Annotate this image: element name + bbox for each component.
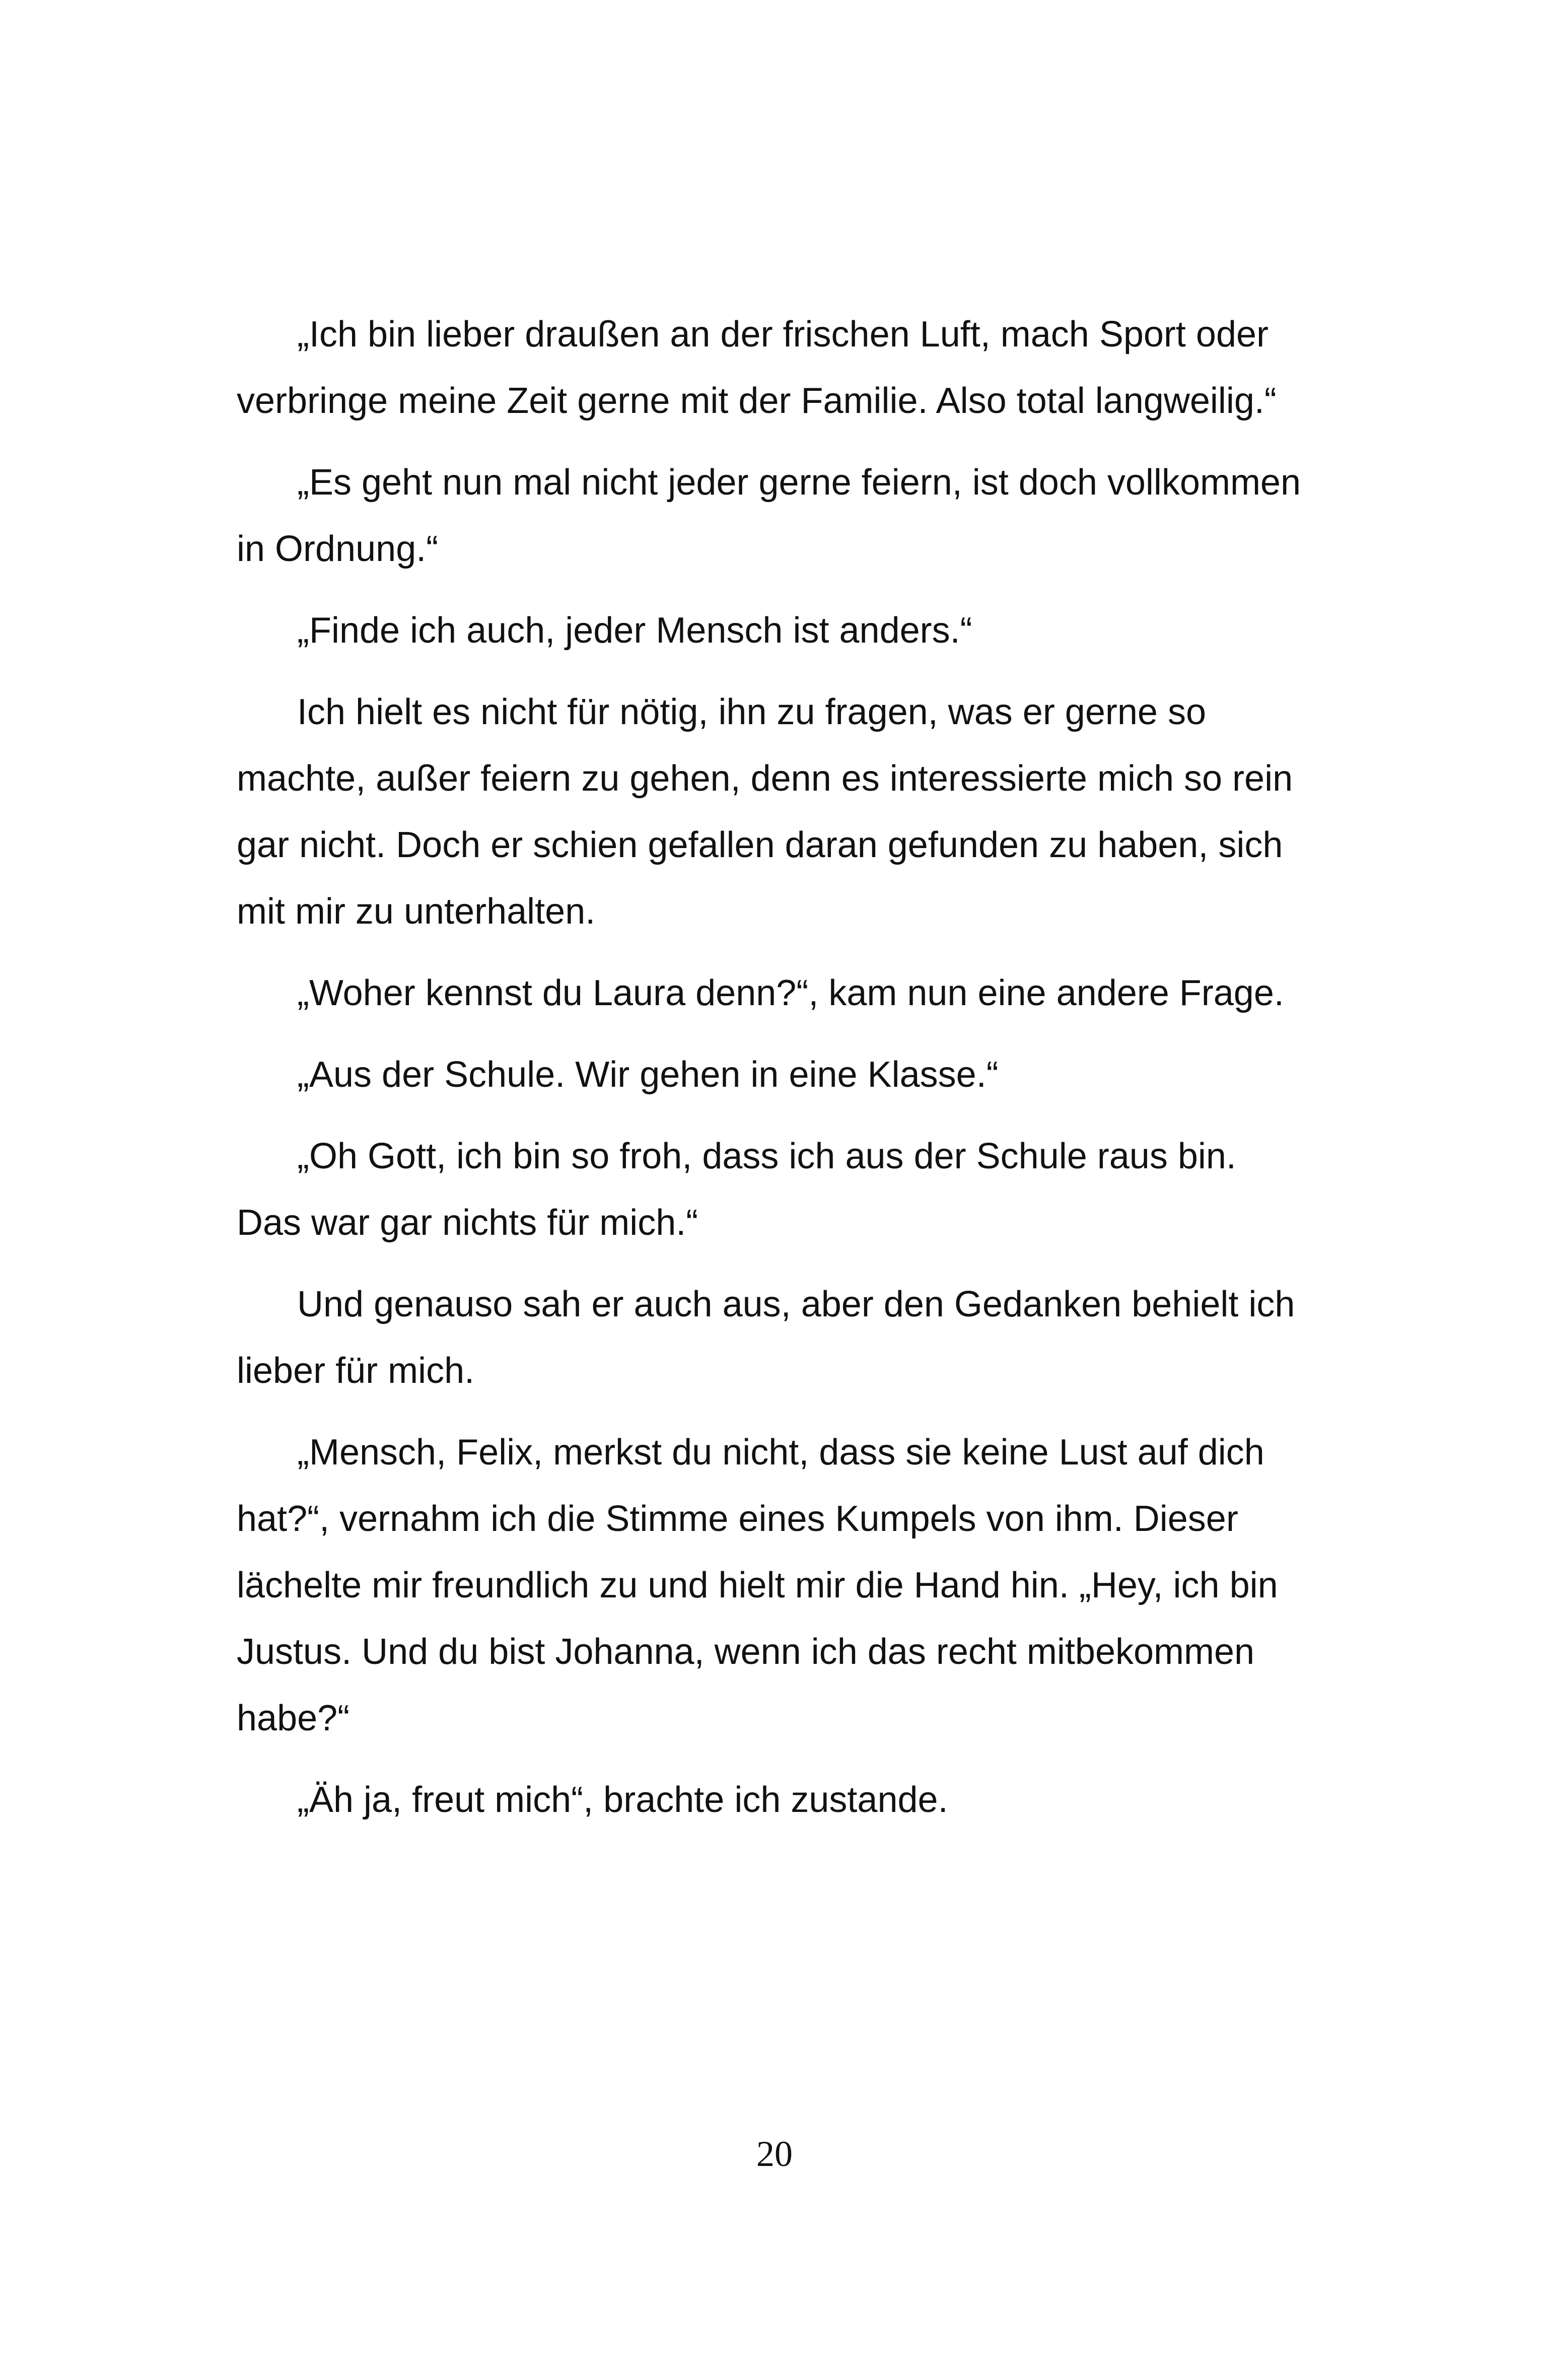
- paragraph: „Finde ich auch, jeder Mensch ist anders.“: [297, 610, 972, 651]
- page-number: 20: [756, 2134, 793, 2174]
- body-text: [237, 301, 1304, 1848]
- paragraph: „Äh ja, freut mich“, brachte ich zustande.: [297, 1780, 948, 1820]
- paragraph: Und genauso sah er auch aus, aber den Gedanken behielt ich lieber für mich.: [237, 1284, 1295, 1391]
- paragraph: „Aus der Schule. Wir gehen in eine Klasse.“: [297, 1055, 999, 1095]
- paragraph: „Mensch, Felix, merkst du nicht, dass sie keine Lust auf dich hat?“, vernahm ich die Stimme eines Kumpels von ihm. Dieser lächelte mir freundlich zu und hielt mir die Hand hin. „Hey, ich bin Justus. Und du bist Johanna, wenn ich das recht mitbekommen habe?“: [237, 1432, 1278, 1738]
- paragraph: „Es geht nun mal nicht jeder gerne feiern, ist doch vollkommen in Ordnung.“: [237, 462, 1301, 569]
- paragraph: „Oh Gott, ich bin so froh, dass ich aus der Schule raus bin. Das war gar nichts für mich.“: [237, 1136, 1236, 1243]
- paragraph: „Ich bin lieber draußen an der frischen Luft, mach Sport oder verbringe meine Zeit gerne mit der Familie. Also total langweilig.“: [237, 314, 1277, 421]
- paragraph: „Woher kennst du Laura denn?“, kam nun eine andere Frage.: [297, 973, 1284, 1013]
- paragraph: Ich hielt es nicht für nötig, ihn zu fragen, was er gerne so machte, außer feiern zu gehen, denn es interessierte mich so rein gar nicht. Doch er schien gefallen daran gefunden zu haben, sich mit mir zu unterhalten.: [237, 692, 1293, 932]
